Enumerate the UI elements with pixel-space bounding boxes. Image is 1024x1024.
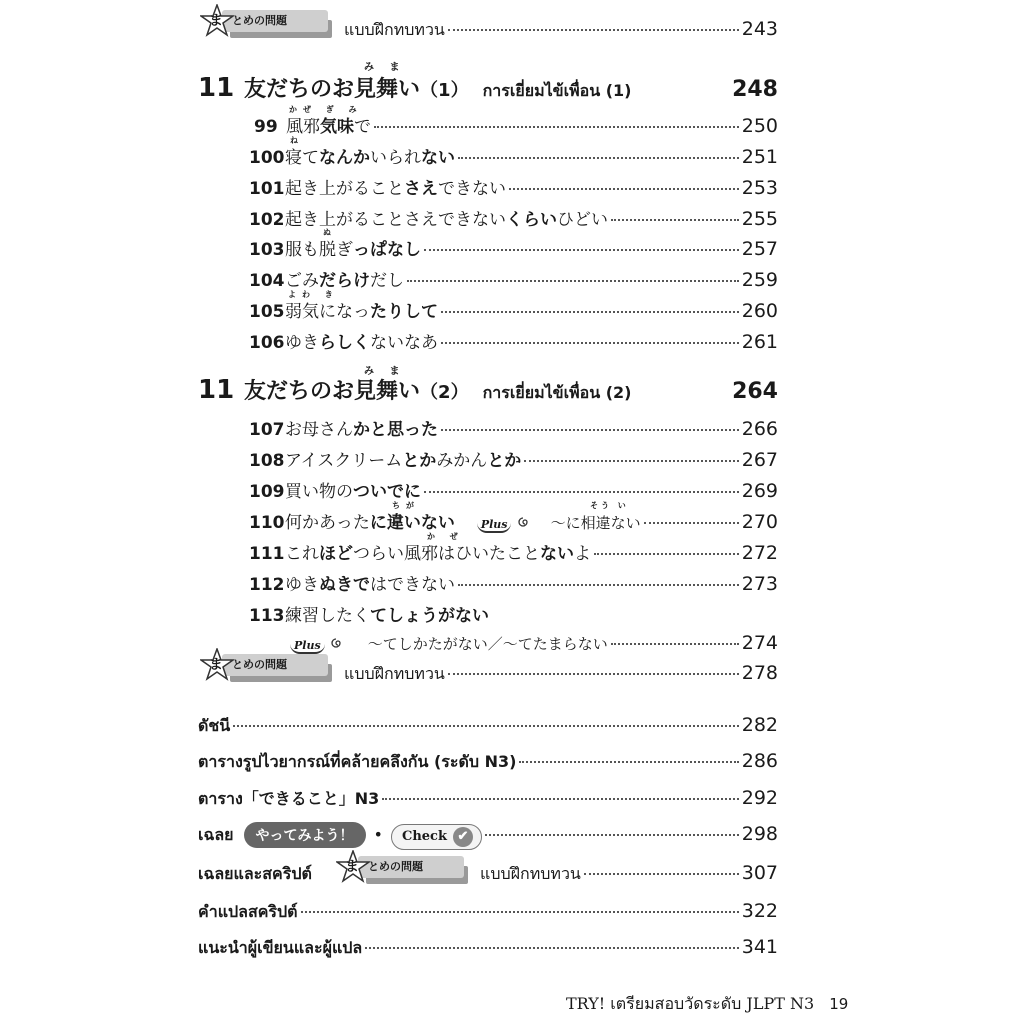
- chapter-number: 11: [198, 73, 235, 103]
- badge-star-char: ま: [209, 657, 223, 673]
- dot-leader: [301, 911, 739, 913]
- badge-label: とめの問題: [222, 10, 328, 32]
- page-number: 272: [741, 542, 778, 564]
- chapter-heading[interactable]: [198, 374, 778, 406]
- appendix-label: แนะนำผู้เขียนและผู้แปล: [198, 938, 363, 957]
- entry-text: 服も脱ぎっぱなし: [285, 240, 421, 260]
- page-number: 266: [741, 418, 778, 440]
- toc-entry[interactable]: [249, 174, 778, 199]
- entry-text: 寝てなんかいられない: [285, 148, 455, 168]
- appendix-entry[interactable]: [198, 936, 778, 961]
- yattemiyou-pill: やってみよう！: [244, 822, 366, 848]
- entry-text: これほどつらい風邪はひいたことないよ: [285, 544, 591, 564]
- appendix-label: ดัชนี: [198, 716, 231, 735]
- entry-furigana: ね: [290, 136, 304, 145]
- toc-entry[interactable]: [249, 446, 778, 471]
- plus-text: 〜てしかたがない／〜てたまらない: [367, 635, 608, 653]
- dot-leader: [424, 249, 739, 251]
- dot-leader: [382, 798, 738, 800]
- toc-entry[interactable]: [249, 328, 778, 353]
- footer-page-number: 19: [829, 995, 849, 1013]
- toc-entry[interactable]: [249, 601, 778, 626]
- swirl-icon: [517, 517, 533, 531]
- page-number: 341: [741, 936, 778, 958]
- chapter-furigana: み ま: [364, 366, 406, 377]
- entry-number: 99: [254, 117, 278, 137]
- badge-label: とめの問題: [222, 654, 328, 676]
- dot-leader: [424, 491, 739, 493]
- page-footer: [566, 992, 848, 1017]
- badge-star-char: ま: [209, 13, 223, 29]
- chapter-page: 264: [732, 379, 778, 404]
- toc-entry[interactable]: [254, 112, 778, 137]
- entry-text: 起き上がることさえできないくらいひどい: [285, 210, 608, 230]
- entry-furigana: よわ き: [288, 290, 339, 299]
- plus-furigana: そう い: [590, 501, 629, 510]
- page-number: 322: [741, 900, 778, 922]
- dot-leader: [233, 725, 739, 727]
- appendix-entry[interactable]: [198, 822, 778, 850]
- toc-entry[interactable]: [249, 508, 778, 533]
- dot-leader: [611, 219, 739, 221]
- page-number: 278: [741, 662, 778, 684]
- entry-text: 練習したくてしょうがない: [285, 606, 489, 626]
- toc-entry[interactable]: [249, 570, 778, 595]
- review-line-top[interactable]: [344, 18, 778, 43]
- page-number: 298: [741, 823, 778, 845]
- appendix-label: ตาราง「できること」N3: [198, 789, 380, 808]
- chapter-title-c: い: [398, 77, 421, 102]
- chapter-thai-title: การเยี่ยมไข้เพื่อน (2): [482, 383, 632, 402]
- entry-number: 101: [249, 179, 285, 199]
- badge-star-char: ま: [345, 859, 359, 875]
- dot-leader: [584, 873, 739, 875]
- review-label: แบบฝึกทบทวน: [344, 20, 445, 39]
- entry-number: 105: [249, 302, 285, 322]
- entry-text: アイスクリームとかみかんとか: [285, 451, 522, 471]
- plus-label: Plus: [477, 518, 512, 533]
- chapter-heading[interactable]: [198, 72, 778, 104]
- dot-leader: [644, 522, 739, 524]
- entry-number: 103: [249, 240, 285, 260]
- page-number: 282: [741, 714, 778, 736]
- chapter-number: 11: [198, 375, 235, 405]
- entry-number: 112: [249, 575, 285, 595]
- appendix-entry[interactable]: [198, 862, 778, 887]
- entry-number: 110: [249, 513, 285, 533]
- page-number: 257: [741, 238, 778, 260]
- entry-text: お母さんかと思った: [285, 420, 438, 440]
- dot-leader: [448, 673, 739, 675]
- page-number: 259: [741, 269, 778, 291]
- matome-badge: [200, 4, 340, 44]
- footer-title: TRY! เตรียมสอบวัดระดับ JLPT N3: [566, 994, 815, 1013]
- appendix-label: คำแปลสคริปต์: [198, 902, 298, 921]
- plus-badge: [477, 513, 533, 533]
- entry-number: 107: [249, 420, 285, 440]
- appendix-entry[interactable]: [198, 750, 778, 775]
- chapter-furigana: み ま: [364, 62, 406, 73]
- toc-entry[interactable]: [249, 539, 778, 564]
- entry-furigana: か ぜ: [427, 532, 464, 541]
- entry-text: 風邪気味で: [286, 117, 371, 137]
- entry-text: ゆきらしくないなあ: [285, 333, 438, 353]
- dot-leader: [441, 342, 739, 344]
- entry-number: 106: [249, 333, 285, 353]
- dot-leader: [458, 157, 739, 159]
- dot-leader: [441, 429, 739, 431]
- entry-text: 起き上がることさえできない: [285, 179, 506, 199]
- chapter-part: （2）: [420, 382, 469, 403]
- appendix-entry[interactable]: [198, 714, 778, 739]
- entry-furigana: ちが: [392, 501, 420, 510]
- toc-entry[interactable]: [249, 143, 778, 168]
- chapter-title-a: 友だちのお: [244, 77, 355, 102]
- chapter-title-b: 見舞: [354, 379, 399, 404]
- dot-leader: [374, 126, 739, 128]
- dot-leader: [594, 553, 739, 555]
- dot-leader: [524, 460, 738, 462]
- check-badge: Check ✔: [391, 824, 482, 850]
- chapter-title-a: 友だちのお: [244, 379, 355, 404]
- entry-number: 100: [249, 148, 285, 168]
- toc-entry[interactable]: [249, 415, 778, 440]
- dot-leader: [365, 947, 739, 949]
- page-number: 250: [741, 115, 778, 137]
- chapter-page: 248: [732, 77, 778, 102]
- page-number: 253: [741, 177, 778, 199]
- toc-entry[interactable]: [249, 235, 778, 260]
- entry-text: 弱気になったりして: [285, 302, 438, 322]
- page-number: 273: [741, 573, 778, 595]
- entry-text: 何かあったに違いない: [285, 513, 455, 533]
- review-line[interactable]: [344, 662, 778, 687]
- chapter-title-b: 見舞: [354, 77, 399, 102]
- entry-number: 113: [249, 606, 285, 626]
- dot-leader: [407, 280, 739, 282]
- toc-entry[interactable]: [249, 477, 778, 502]
- page-number: 286: [741, 750, 778, 772]
- dot-leader: [458, 584, 739, 586]
- toc-entry[interactable]: [249, 297, 778, 322]
- page-number: 270: [741, 511, 778, 533]
- entry-text: ごみだらけだし: [285, 271, 404, 291]
- page-number: 307: [741, 862, 778, 884]
- entry-text: ゆきぬきではできない: [285, 575, 455, 595]
- dot-leader: [509, 188, 739, 190]
- page-number: 269: [741, 480, 778, 502]
- page-number: 260: [741, 300, 778, 322]
- entry-text: 買い物のついでに: [285, 482, 421, 502]
- bullet: •: [373, 825, 383, 844]
- plus-line[interactable]: [290, 632, 778, 654]
- page-number: 261: [741, 331, 778, 353]
- page-number: 267: [741, 449, 778, 471]
- page-number: 274: [741, 632, 778, 654]
- appendix-label: ตารางรูปไวยากรณ์ที่คล้ายคลึงกัน (ระดับ N3): [198, 752, 517, 771]
- entry-furigana: かぜ ぎ み: [289, 105, 363, 114]
- matome-badge: [200, 648, 340, 688]
- entry-number: 111: [249, 544, 285, 564]
- entry-furigana: ぬ: [323, 228, 337, 237]
- dot-leader: [448, 29, 739, 31]
- dot-leader: [485, 834, 739, 836]
- appendix-entry[interactable]: [198, 786, 778, 812]
- page-number: 243: [741, 18, 778, 40]
- badge-label: とめの問題: [358, 856, 464, 878]
- plus-text: 〜に相違ない: [550, 514, 641, 532]
- page-number: 255: [741, 208, 778, 230]
- entry-number: 109: [249, 482, 285, 502]
- chapter-thai-title: การเยี่ยมไข้เพื่อน (1): [482, 81, 632, 100]
- review-label: แบบฝึกทบทวน: [344, 664, 445, 683]
- entry-number: 102: [249, 210, 285, 230]
- page-number: 292: [741, 787, 778, 809]
- appendix-label: เฉลยและสคริปต์: [198, 864, 312, 883]
- appendix-label: เฉลย: [198, 825, 234, 844]
- checkmark-icon: ✔: [453, 827, 473, 847]
- dot-leader: [441, 311, 739, 313]
- dot-leader: [611, 643, 739, 645]
- page-number: 251: [741, 146, 778, 168]
- chapter-title-c: い: [398, 379, 421, 404]
- entry-number: 104: [249, 271, 285, 291]
- review-label: แบบฝึกทบทวน: [480, 864, 581, 883]
- entry-number: 108: [249, 451, 285, 471]
- dot-leader: [519, 761, 738, 763]
- appendix-entry[interactable]: [198, 900, 778, 925]
- plus-label: Plus: [290, 639, 325, 654]
- toc-entry[interactable]: [249, 266, 778, 291]
- chapter-part: （1）: [420, 80, 469, 101]
